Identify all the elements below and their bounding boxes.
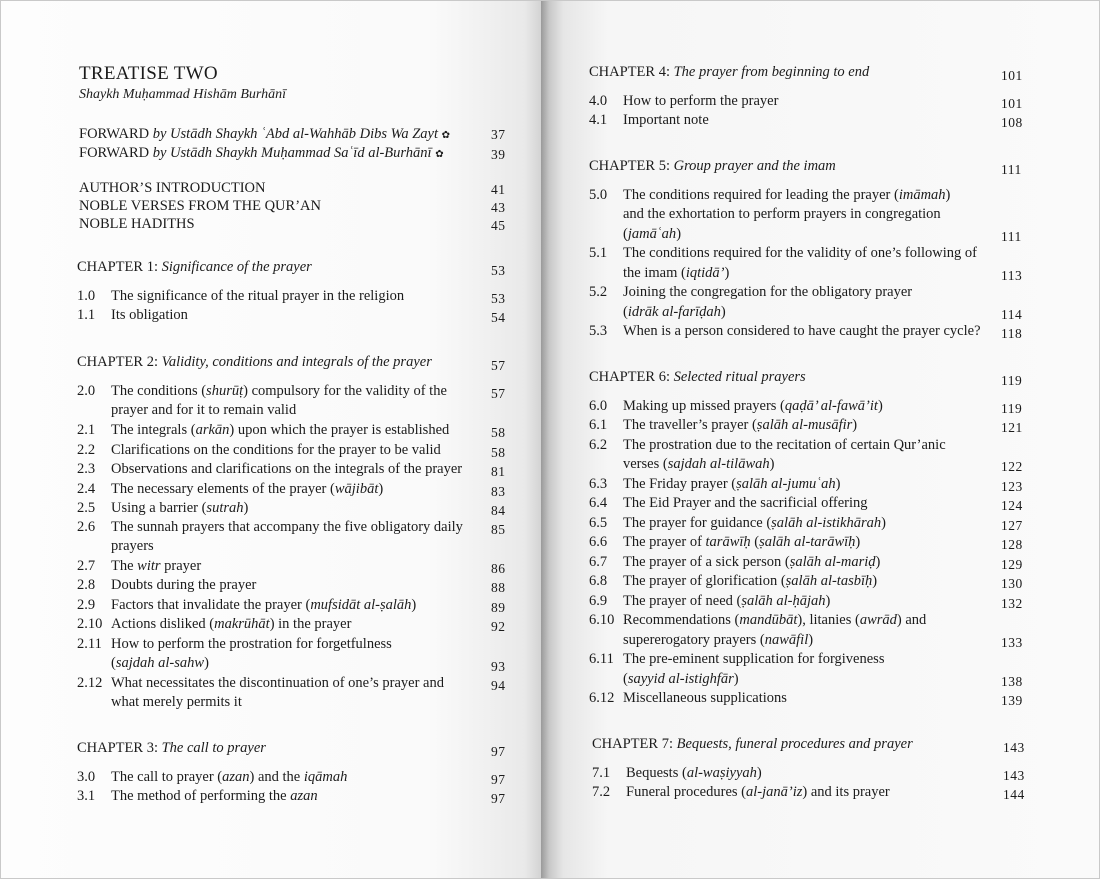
page-number: 92 [491, 619, 506, 634]
toc-item-2-6[interactable]: 2.6 The sunnah prayers that accompany the five obligatory daily [77, 519, 463, 535]
toc-entry-verses[interactable]: NOBLE VERSES FROM THE QUR’AN [79, 198, 321, 214]
toc-item-6-7[interactable]: 6.7 The prayer of a sick person (ṣalāh al-mariḍ) [589, 554, 881, 570]
toc-item-6-10-cont: supererogatory prayers (nawāfil) [623, 632, 814, 648]
page-number: 41 [491, 182, 506, 197]
chapter-2-heading[interactable]: CHAPTER 2: Validity, conditions and integrals of the prayer [77, 354, 432, 370]
page-number: 97 [491, 744, 506, 759]
page-number: 119 [1001, 373, 1023, 388]
page-number: 88 [491, 580, 506, 595]
page-number: 144 [1003, 787, 1025, 802]
page-number: 114 [1001, 307, 1023, 322]
page-number: 123 [1001, 479, 1023, 494]
toc-item-6-8[interactable]: 6.8 The prayer of glorification (ṣalāh al-tasbīḥ) [589, 573, 878, 589]
toc-item-2-0[interactable]: 2.0 The conditions (shurūṭ) compulsory for the validity of the [77, 383, 447, 399]
page-number: 54 [491, 310, 506, 325]
toc-item-2-0-cont: prayer and for it to remain valid [111, 402, 297, 418]
page-number: 111 [1001, 229, 1022, 244]
toc-item-5-0-cont: and the exhortation to perform prayers in congregation [623, 206, 941, 222]
toc-item-2-11-cont: (sajdah al-sahw) [111, 655, 209, 671]
toc-item-5-3[interactable]: 5.3 When is a person considered to have caught the prayer cycle? [589, 323, 981, 339]
toc-item-6-5[interactable]: 6.5 The prayer for guidance (ṣalāh al-istikhārah) [589, 515, 886, 531]
toc-item-6-2[interactable]: 6.2 The prostration due to the recitation of certain Qur’anic [589, 437, 946, 453]
page-number: 130 [1001, 576, 1023, 591]
chapter-4-heading[interactable]: CHAPTER 4: The prayer from beginning to end [589, 64, 870, 80]
page-number: 127 [1001, 518, 1023, 533]
chapter-3-heading[interactable]: CHAPTER 3: The call to prayer [77, 740, 266, 756]
page-number: 124 [1001, 498, 1023, 513]
toc-item-6-9[interactable]: 6.9 The prayer of need (ṣalāh al-ḥājah) [589, 593, 831, 609]
toc-item-2-9[interactable]: 2.9 Factors that invalidate the prayer (mufsidāt al-ṣalāh) [77, 597, 417, 613]
toc-item-6-10[interactable]: 6.10 Recommendations (mandūbāt), litanies (awrād) and [589, 612, 927, 628]
toc-item-6-2-cont: verses (sajdah al-tilāwah) [623, 456, 775, 472]
page-number: 111 [1001, 162, 1022, 177]
page-number: 37 [491, 127, 506, 142]
toc-item-3-0[interactable]: 3.0 The call to prayer (azan) and the iqāmah [77, 769, 348, 785]
toc-item-7-2[interactable]: 7.2 Funeral procedures (al-janā’iz) and its prayer [592, 784, 890, 800]
toc-item-2-4[interactable]: 2.4 The necessary elements of the prayer (wājibāt) [77, 481, 384, 497]
toc-item-6-3[interactable]: 6.3 The Friday prayer (ṣalāh al-jumuʿah) [589, 476, 841, 492]
toc-item-6-11[interactable]: 6.11 The pre-eminent supplication for forgiveness [589, 651, 885, 667]
page-number: 57 [491, 358, 506, 373]
chapter-6-heading[interactable]: CHAPTER 6: Selected ritual prayers [589, 369, 806, 385]
page-number: 143 [1003, 740, 1025, 755]
chapter-5-heading[interactable]: CHAPTER 5: Group prayer and the imam [589, 158, 836, 174]
page-number: 121 [1001, 420, 1023, 435]
toc-item-6-1[interactable]: 6.1 The traveller’s prayer (ṣalāh al-musāfir) [589, 417, 858, 433]
page-number: 139 [1001, 693, 1023, 708]
toc-item-2-1[interactable]: 2.1 The integrals (arkān) upon which the prayer is established [77, 422, 450, 438]
page-number: 143 [1003, 768, 1025, 783]
toc-item-2-6-cont: prayers [111, 538, 154, 554]
treatise-title: TREATISE TWO [79, 63, 218, 84]
toc-item-4-0[interactable]: 4.0 How to perform the prayer [589, 93, 779, 109]
toc-item-5-1[interactable]: 5.1 The conditions required for the validity of one’s following of [589, 245, 977, 261]
page-number: 101 [1001, 68, 1023, 83]
page-number: 119 [1001, 401, 1023, 416]
toc-entry-intro[interactable]: AUTHOR’S INTRODUCTION [79, 180, 266, 196]
toc-item-2-11[interactable]: 2.11 How to perform the prostration for forgetfulness [77, 636, 392, 652]
toc-item-6-6[interactable]: 6.6 The prayer of tarāwīḥ (ṣalāh al-tarāwīḥ) [589, 534, 861, 550]
left-page [1, 1, 541, 878]
page-number: 101 [1001, 96, 1023, 111]
toc-entry-hadiths[interactable]: NOBLE HADITHS [79, 216, 195, 232]
toc-item-4-1[interactable]: 4.1 Important note [589, 112, 709, 128]
page-number: 57 [491, 386, 506, 401]
toc-item-2-12-cont: what merely permits it [111, 694, 242, 710]
toc-item-6-11-cont: (sayyid al-istighfār) [623, 671, 739, 687]
toc-entry-forward-2[interactable]: FORWARD by Ustādh Shaykh Muḥammad Saʿīd al-Burhānī ✿ [79, 145, 444, 161]
page-number: 94 [491, 678, 506, 693]
page-number: 58 [491, 425, 506, 440]
page-number: 122 [1001, 459, 1023, 474]
toc-item-1-1[interactable]: 1.1 Its obligation [77, 307, 188, 323]
page-number: 108 [1001, 115, 1023, 130]
page-number: 129 [1001, 557, 1023, 572]
honorific-icon: ✿ [441, 130, 451, 141]
page-number: 133 [1001, 635, 1023, 650]
page-number: 84 [491, 503, 506, 518]
page-number: 58 [491, 445, 506, 460]
toc-entry-forward-1[interactable]: FORWARD by Ustādh Shaykh ʿAbd al-Wahhāb Dibs Wa Zayt ✿ [79, 126, 451, 142]
page-number: 81 [491, 464, 506, 479]
right-page [541, 1, 1099, 878]
toc-item-5-2[interactable]: 5.2 Joining the congregation for the obligatory prayer [589, 284, 913, 300]
treatise-author: Shaykh Muḥammad Hishām Burhānī [79, 87, 287, 102]
page-number: 86 [491, 561, 506, 576]
page-number: 43 [491, 200, 506, 215]
toc-item-3-1[interactable]: 3.1 The method of performing the azan [77, 788, 318, 804]
page-number: 53 [491, 263, 506, 278]
toc-item-2-2[interactable]: 2.2 Clarifications on the conditions for the prayer to be valid [77, 442, 441, 458]
toc-item-2-10[interactable]: 2.10 Actions disliked (makrūhāt) in the prayer [77, 616, 352, 632]
toc-item-1-0[interactable]: 1.0 The significance of the ritual prayer in the religion [77, 288, 405, 304]
toc-item-5-1-cont: the imam (iqtidā’) [623, 265, 730, 281]
page-number: 113 [1001, 268, 1023, 283]
page-number: 132 [1001, 596, 1023, 611]
page-number: 93 [491, 659, 506, 674]
toc-item-2-8[interactable]: 2.8 Doubts during the prayer [77, 577, 257, 593]
toc-item-5-0[interactable]: 5.0 The conditions required for leading the prayer (imāmah) [589, 187, 951, 203]
toc-item-6-12[interactable]: 6.12 Miscellaneous supplications [589, 690, 787, 706]
toc-item-7-1[interactable]: 7.1 Bequests (al-waṣiyyah) [592, 765, 762, 781]
toc-item-5-0-cont2: (jamāʿah) [623, 226, 682, 242]
chapter-7-heading[interactable]: CHAPTER 7: Bequests, funeral procedures and prayer [592, 736, 913, 752]
page-number: 45 [491, 218, 506, 233]
chapter-1-heading[interactable]: CHAPTER 1: Significance of the prayer [77, 259, 312, 275]
toc-item-2-12[interactable]: 2.12 What necessitates the discontinuation of one’s prayer and [77, 675, 444, 691]
page-number: 138 [1001, 674, 1023, 689]
page-number: 118 [1001, 326, 1023, 341]
page-number: 39 [491, 147, 506, 162]
toc-item-2-3[interactable]: 2.3 Observations and clarifications on the integrals of the prayer [77, 461, 463, 477]
toc-item-6-0[interactable]: 6.0 Making up missed prayers (qaḍā’ al-fawā’it) [589, 398, 883, 414]
toc-item-5-2-cont: (idrāk al-farīḍah) [623, 304, 726, 320]
page-number: 128 [1001, 537, 1023, 552]
page-number: 53 [491, 291, 506, 306]
toc-item-2-5[interactable]: 2.5 Using a barrier (sutrah) [77, 500, 249, 516]
page-number: 89 [491, 600, 506, 615]
page-number: 85 [491, 522, 506, 537]
page-number: 83 [491, 484, 506, 499]
toc-item-2-7[interactable]: 2.7 The witr prayer [77, 558, 202, 574]
toc-item-6-4[interactable]: 6.4 The Eid Prayer and the sacrificial offering [589, 495, 868, 511]
page-number: 97 [491, 791, 506, 806]
page-number: 97 [491, 772, 506, 787]
honorific-icon: ✿ [435, 149, 444, 160]
